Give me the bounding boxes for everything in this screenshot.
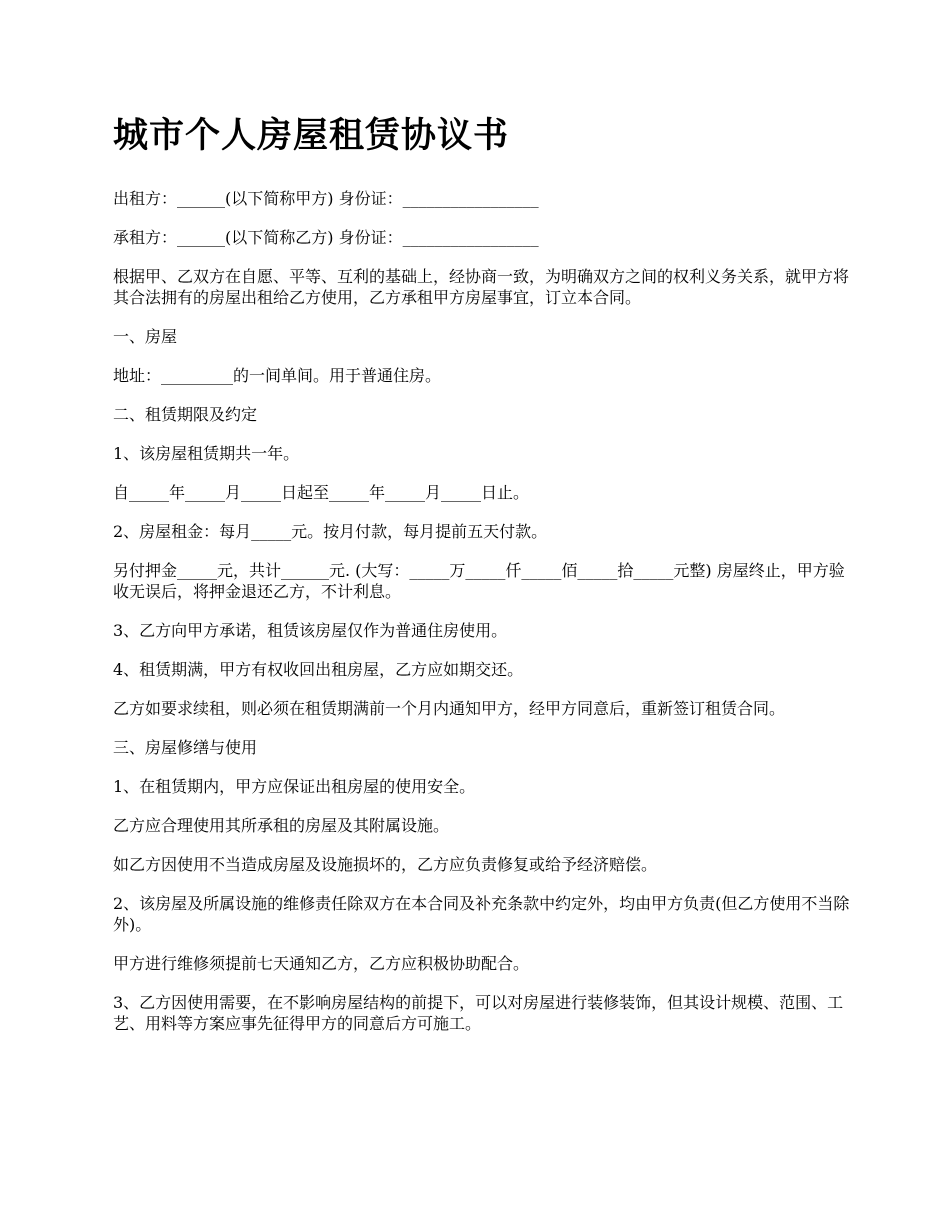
clause-term-length: 1、该房屋租赁期共一年。 bbox=[113, 444, 300, 463]
clause-maintenance-notice: 甲方进行维修须提前七天通知乙方，乙方应积极协助配合。 bbox=[113, 954, 530, 973]
clause-decoration: 3、乙方因使用需要，在不影响房屋结构的前提下，可以对房屋进行装修装饰，但其设计规模、范围、工艺、用料等方案应事先征得甲方的同意后方可施工。 bbox=[113, 993, 844, 1033]
clause-deposit: 另付押金_____元，共计______元. (大写：_____万_____仟_____佰_____拾_____元整) 房屋终止，甲方验收无误后，将押金退还乙方，不计利息。 bbox=[113, 561, 845, 601]
clause-maintenance-responsibility: 2、该房屋及所属设施的维修责任除双方在本合同及补充条款中约定外，均由甲方负责(但乙方使用不当除外)。 bbox=[113, 894, 850, 934]
section-heading-house: 一、房屋 bbox=[113, 327, 178, 346]
document-title: 城市个人房屋租赁协议书 bbox=[113, 115, 510, 156]
paragraph-address: 地址：_________的一间单间。用于普通住房。 bbox=[113, 366, 442, 385]
clause-proper-use: 乙方应合理使用其所承租的房屋及其附属设施。 bbox=[113, 816, 450, 835]
clause-safety: 1、在租赁期内，甲方应保证出租房屋的使用安全。 bbox=[113, 777, 476, 796]
clause-damage-compensation: 如乙方因使用不当造成房屋及设施损坏的，乙方应负责修复或给予经济赔偿。 bbox=[113, 855, 658, 874]
section-heading-term: 二、租赁期限及约定 bbox=[113, 405, 258, 424]
clause-term-dates: 自_____年_____月_____日起至_____年_____月_____日止。 bbox=[113, 483, 530, 502]
paragraph-lessee: 承租方：______(以下简称乙方) 身份证：_________________ bbox=[113, 228, 539, 247]
clause-expiry-return: 4、租赁期满，甲方有权收回出租房屋，乙方应如期交还。 bbox=[113, 660, 524, 679]
paragraph-preamble: 根据甲、乙双方在自愿、平等、互利的基础上，经协商一致，为明确双方之间的权利义务关系，就甲方将其合法拥有的房屋出租给乙方使用，乙方承租甲方房屋事宜，订立本合同。 bbox=[113, 267, 850, 307]
paragraph-lessor: 出租方：______(以下简称甲方) 身份证：_________________ bbox=[113, 189, 539, 208]
document-page bbox=[113, 112, 853, 1052]
clause-renewal: 乙方如要求续租，则必须在租赁期满前一个月内通知甲方，经甲方同意后，重新签订租赁合同。 bbox=[113, 699, 786, 718]
section-heading-repair: 三、房屋修缮与使用 bbox=[113, 738, 258, 757]
clause-usage-promise: 3、乙方向甲方承诺，租赁该房屋仅作为普通住房使用。 bbox=[113, 621, 508, 640]
clause-rent: 2、房屋租金：每月_____元。按月付款，每月提前五天付款。 bbox=[113, 522, 548, 541]
